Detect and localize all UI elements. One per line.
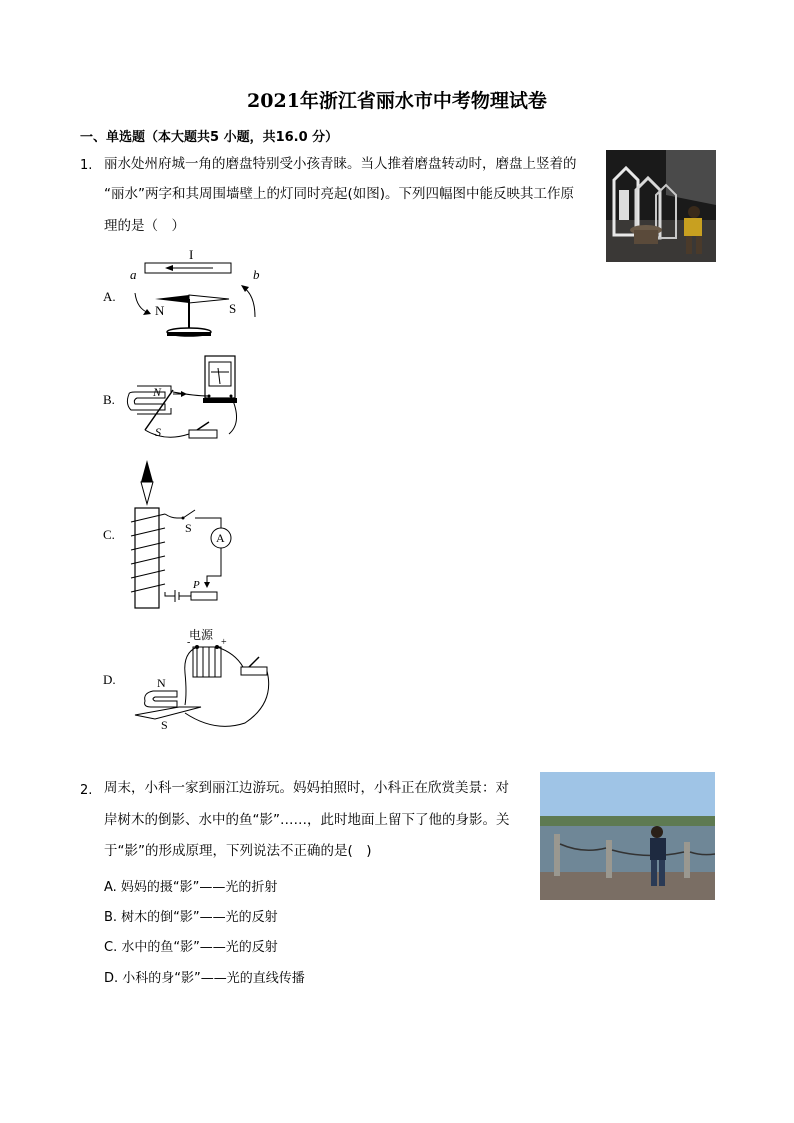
page-title: 2021年浙江省丽水市中考物理试卷 bbox=[247, 90, 547, 112]
section-heading: 一、单选题（本大题共5 小题，共16.0 分） bbox=[80, 130, 339, 145]
figC-switch-label: S bbox=[185, 521, 192, 535]
millstone-photo bbox=[606, 150, 716, 262]
figD-minus-label: - bbox=[187, 637, 191, 648]
figD-south-label: S bbox=[161, 718, 168, 732]
question-2-line-3: 于“影”的形成原理，下列说法不正确的是( ) bbox=[104, 843, 372, 859]
question-1-line-1: 丽水处州府城一角的磨盘特别受小孩青睐。当人推着磨盘转动时，磨盘上竖着的 bbox=[104, 156, 577, 172]
riverside-photo bbox=[540, 772, 715, 900]
figB-north-label: N bbox=[153, 385, 162, 399]
figC-slider-label: P bbox=[193, 579, 200, 591]
figA-a-label: a bbox=[130, 267, 137, 282]
figD-power-label: 电源 bbox=[189, 628, 214, 642]
question-2-line-1: 周末，小科一家到丽江边游玩。妈妈拍照时，小科正在欣赏美景：对 bbox=[104, 780, 509, 796]
q1-option-b-label[interactable]: B. bbox=[103, 392, 115, 407]
figure-c-electromagnet-circuit bbox=[125, 452, 245, 612]
question-1-line-2: “丽水”两字和其周围墙壁上的灯同时亮起(如图)。下列四幅图中能反映其工作原 bbox=[104, 186, 575, 202]
figA-north-label: N bbox=[155, 303, 165, 318]
figA-b-label: b bbox=[253, 267, 260, 282]
question-1-number: 1. bbox=[80, 158, 93, 173]
figA-current-label: I bbox=[189, 247, 194, 262]
q1-option-d-label[interactable]: D. bbox=[103, 672, 116, 687]
question-2-line-2: 岸树木的倒影、水中的鱼“影”……，此时地面上留下了他的身影。关 bbox=[104, 812, 510, 828]
figB-south-label: S bbox=[155, 425, 161, 439]
q2-option-c[interactable]: C. 水中的鱼“影”——光的反射 bbox=[104, 940, 278, 955]
figA-south-label: S bbox=[229, 301, 237, 316]
q2-option-a[interactable]: A. 妈妈的摄“影”——光的折射 bbox=[104, 880, 278, 895]
figure-d-motor-circuit bbox=[125, 623, 275, 735]
figD-plus-label: + bbox=[221, 637, 227, 648]
question-2-number: 2. bbox=[80, 783, 93, 798]
figD-north-label: N bbox=[157, 676, 166, 690]
q2-option-d[interactable]: D. 小科的身“影”——光的直线传播 bbox=[104, 971, 305, 986]
figure-b-generator-galvanometer bbox=[125, 352, 250, 447]
q1-option-c-label[interactable]: C. bbox=[103, 527, 115, 542]
q2-option-b[interactable]: B. 树木的倒“影”——光的反射 bbox=[104, 910, 278, 925]
q1-option-a-label[interactable]: A. bbox=[103, 289, 116, 304]
figC-ammeter-label: A bbox=[216, 531, 225, 545]
question-1-line-3: 理的是（ ） bbox=[104, 218, 185, 234]
figure-a-compass-wire bbox=[125, 243, 265, 343]
